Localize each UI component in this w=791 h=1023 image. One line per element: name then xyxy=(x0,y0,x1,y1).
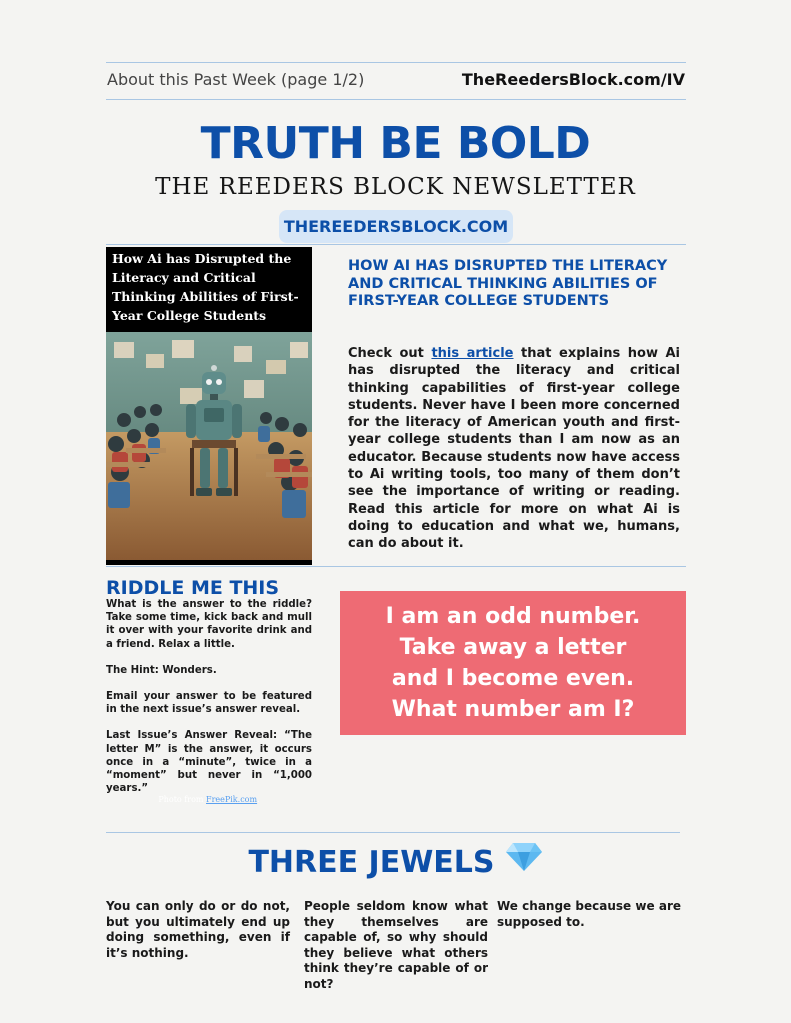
riddle-title: RIDDLE ME THIS xyxy=(106,577,280,599)
article-body xyxy=(348,345,680,553)
credit-suffix: . xyxy=(257,795,260,804)
riddle-email-note: Email your answer to be featured in the next issue’s answer reveal. xyxy=(106,691,312,716)
riddle-line: What number am I? xyxy=(391,697,635,722)
jewel-quote-1: You can only do or do not, but you ultimately end up doing something, even if it’s nothing. xyxy=(106,899,290,960)
riddle-puzzle-box xyxy=(340,591,686,735)
jewels-heading xyxy=(0,845,791,880)
diamond-icon xyxy=(505,842,543,880)
top-rule xyxy=(106,62,686,63)
riddle-last-answer: Last Issue’s Answer Reveal: “The letter M” is the answer, it occurs once in a “minute”, twice in a “moment” but never in “1,000 years.” xyxy=(106,730,312,795)
riddle-line: I am an odd number. xyxy=(385,604,641,629)
jewels-title: THREE JEWELS xyxy=(248,845,495,880)
article-link[interactable]: this article xyxy=(431,346,514,361)
feature-image-caption: How Ai has Disrupted the Literacy and Critical Thinking Abilities of First-Year College Students xyxy=(112,251,299,323)
article-title: HOW AI HAS DISRUPTED THE LITERACY AND CRITICAL THINKING ABILITIES OF FIRST-YEAR COLLEGE STUDENTS xyxy=(348,258,668,309)
newsletter-subtitle: THE REEDERS BLOCK NEWSLETTER xyxy=(155,174,636,200)
article-body-text: that explains how Ai has disrupted the literacy and critical thinking capabilities of first-year college students. Never have I been more concerned for the literacy of American youth and first-year college students than I am now as an educator. Because students now have access to Ai writing tools, too many of them don’t see the importance of writing or reading. Read this article for more on what Ai is doing to education and what we, humans, can do about it. xyxy=(348,346,681,552)
riddle-line: and I become even. xyxy=(391,666,635,691)
riddle-puzzle-text xyxy=(386,601,641,725)
riddle-line: Take away a letter xyxy=(399,635,627,660)
article-body-prefix: Check out xyxy=(348,346,432,361)
header-rule xyxy=(106,99,686,100)
newsletter-title: TRUTH BE BOLD xyxy=(200,118,591,169)
riddle-description xyxy=(106,598,312,808)
section-rule-2 xyxy=(106,566,686,567)
header-page-label: About this Past Week (page 1/2) xyxy=(107,70,365,89)
jewel-quote-3: We change because we are supposed to. xyxy=(497,899,681,929)
freepik-link[interactable]: FreePik.com xyxy=(206,795,258,804)
section-rule-1 xyxy=(106,244,686,245)
credit-prefix: Photo from xyxy=(158,795,207,804)
site-link-button[interactable]: THEREEDERSBLOCK.COM xyxy=(279,210,513,243)
section-rule-3 xyxy=(106,832,680,833)
riddle-hint: The Hint: Wonders. xyxy=(106,664,217,676)
header-site-url[interactable]: TheReedersBlock.com/IV xyxy=(461,70,685,89)
riddle-intro: What is the answer to the riddle? Take some time, kick back and mull it over with your favorite drink and a friend. Relax a little. xyxy=(106,599,312,650)
jewel-quote-2: People seldom know what they themselves are capable of, so why should they believe what others think they’re capable of or not? xyxy=(304,899,488,991)
